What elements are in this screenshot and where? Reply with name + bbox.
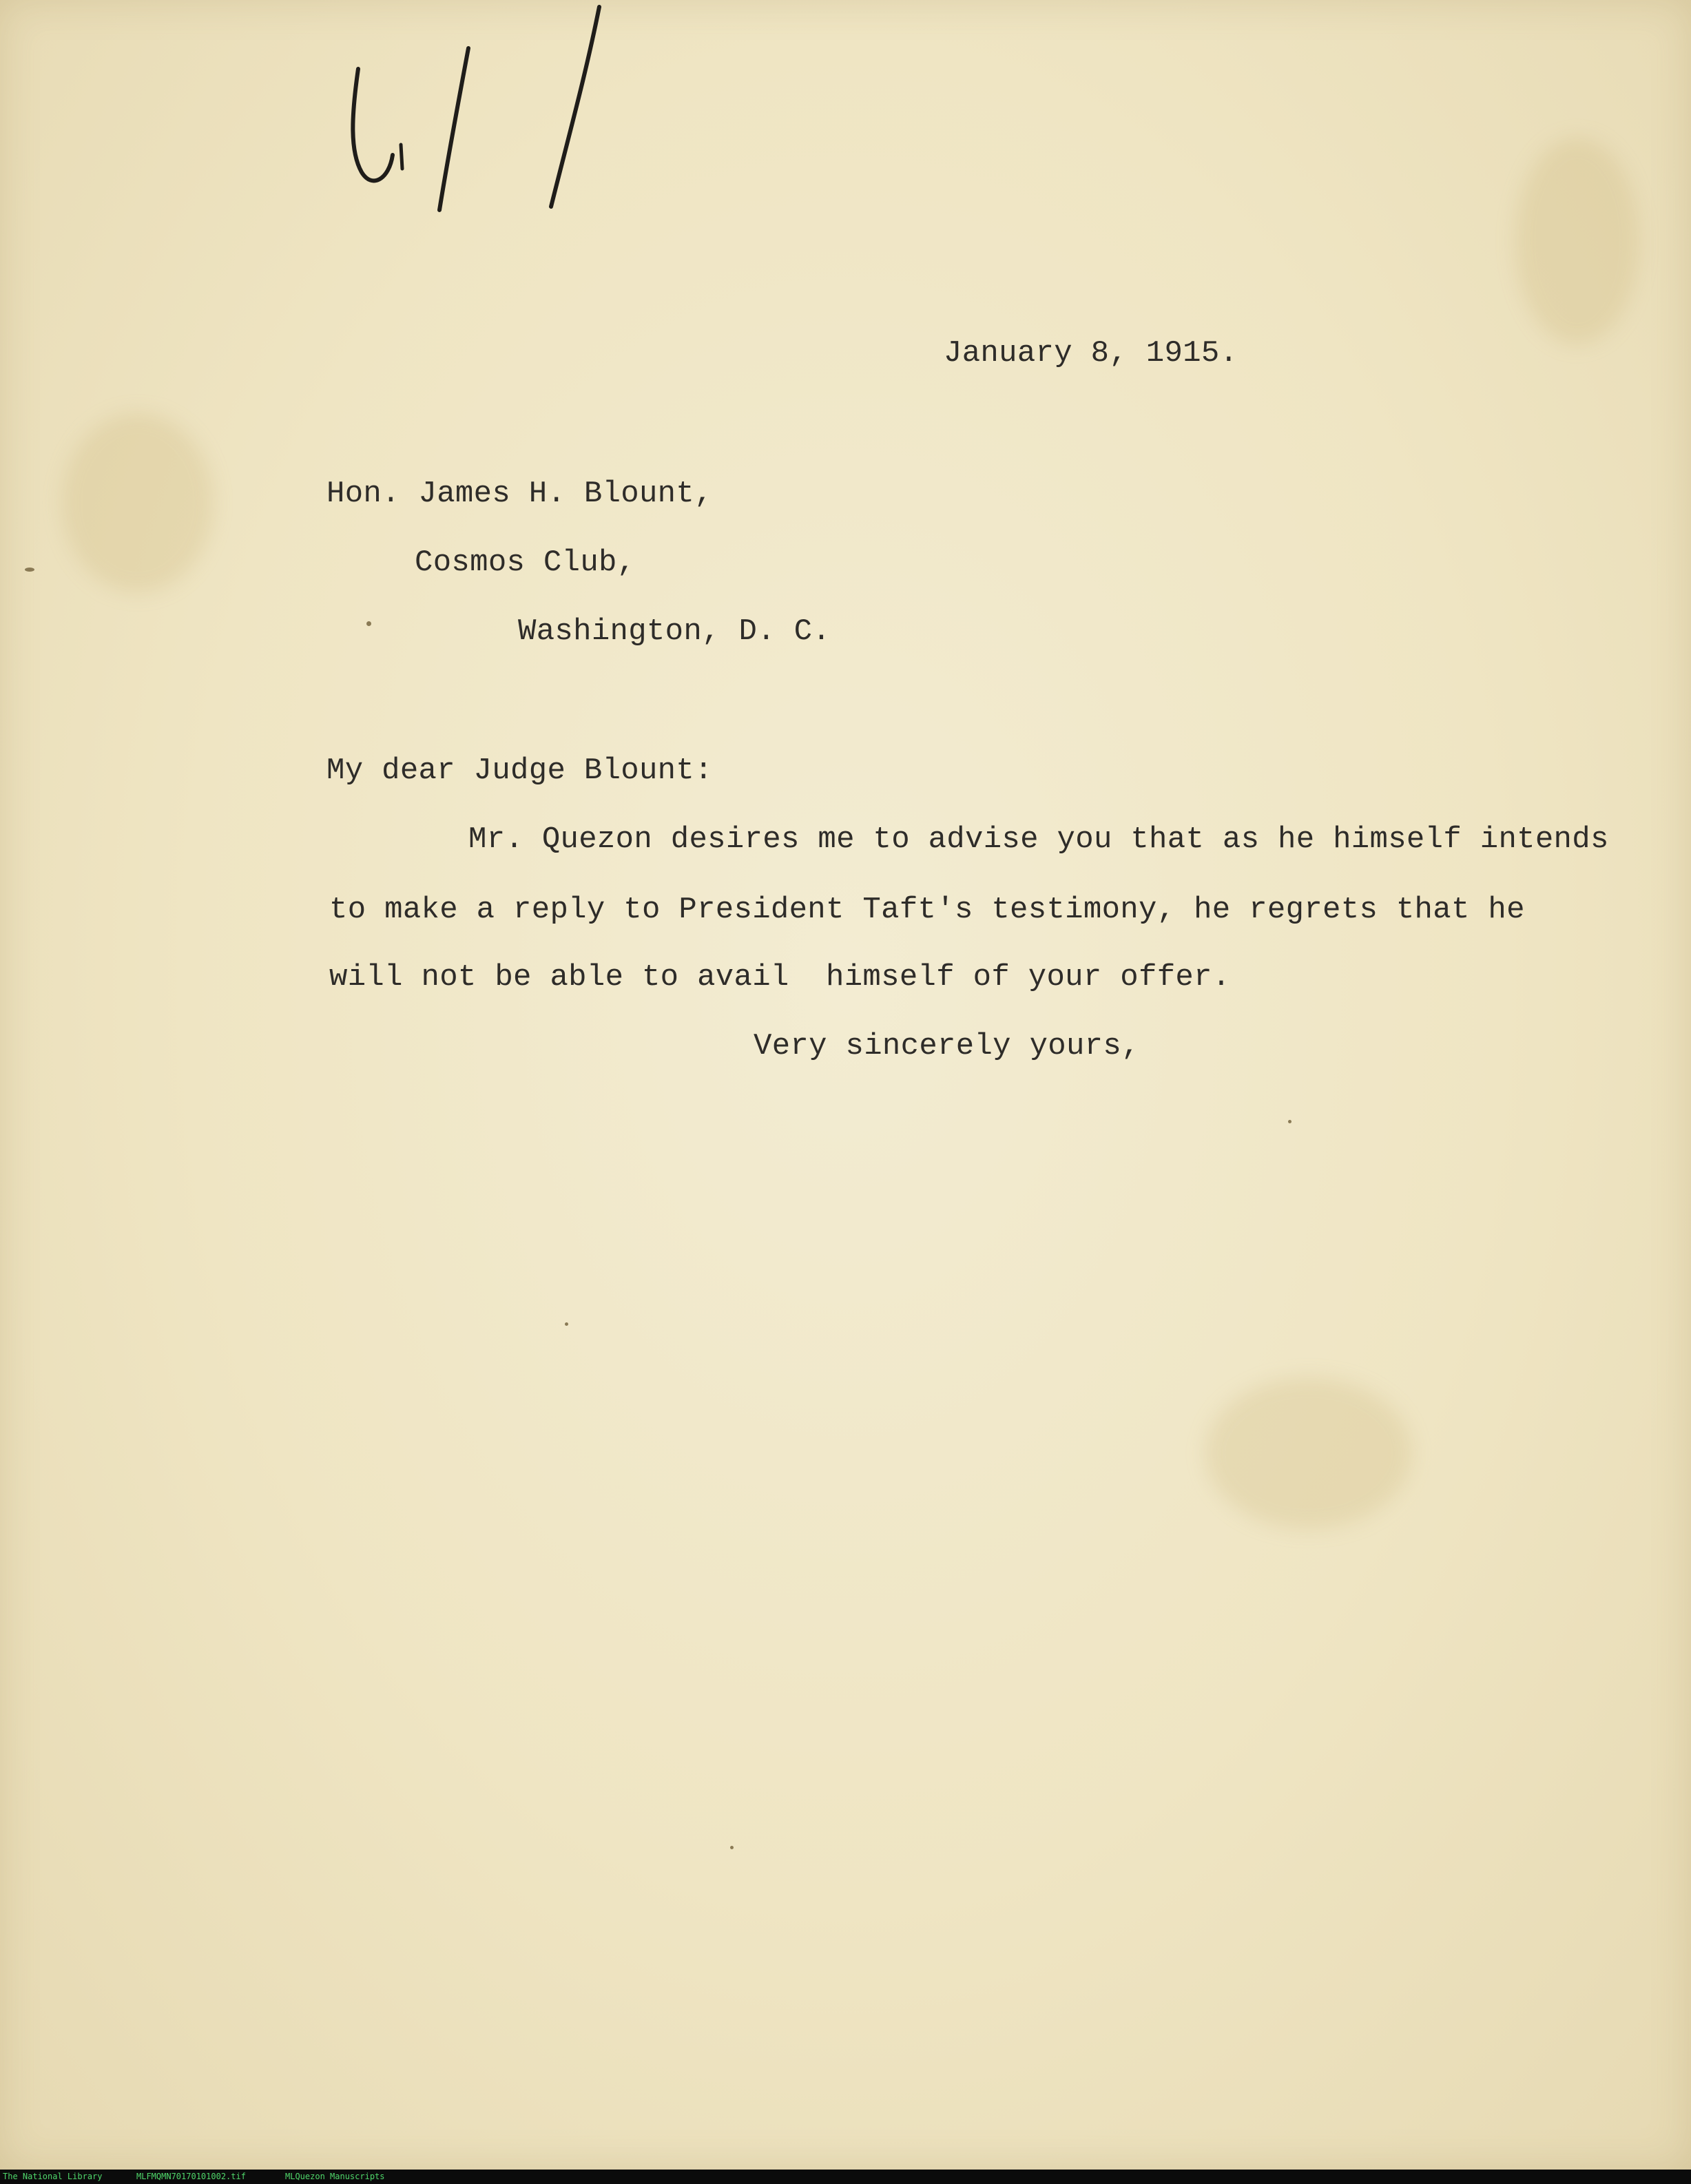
recipient-city: Washington, D. C. [518, 614, 831, 649]
closing: Very sincerely yours, [754, 1029, 1140, 1063]
ink-speck [565, 1322, 568, 1326]
ink-speck [1288, 1120, 1291, 1123]
ink-speck [730, 1846, 734, 1849]
body-line: Mr. Quezon desires me to advise you that as he himself intends [468, 822, 1609, 857]
recipient-name: Hon. James H. Blount, [326, 477, 713, 511]
paper-stain [1205, 1377, 1412, 1529]
salutation: My dear Judge Blount: [326, 753, 713, 788]
footer-filename: MLFMQMN70170101002.tif [136, 2172, 246, 2181]
letter-date: January 8, 1915. [944, 336, 1238, 371]
recipient-organization: Cosmos Club, [415, 545, 636, 580]
paper-stain [62, 413, 214, 592]
archive-footer [0, 2170, 1691, 2184]
body-line: to make a reply to President Taft's testimony, he regrets that he [329, 893, 1525, 927]
paper-stain [1515, 138, 1639, 344]
body-line: will not be able to avail himself of your offer. [329, 960, 1231, 995]
ink-speck [25, 568, 34, 572]
handwritten-annotation [324, 0, 613, 227]
footer-collection: MLQuezon Manuscripts [285, 2172, 385, 2181]
ink-speck [366, 621, 371, 626]
footer-source: The National Library [3, 2172, 103, 2181]
